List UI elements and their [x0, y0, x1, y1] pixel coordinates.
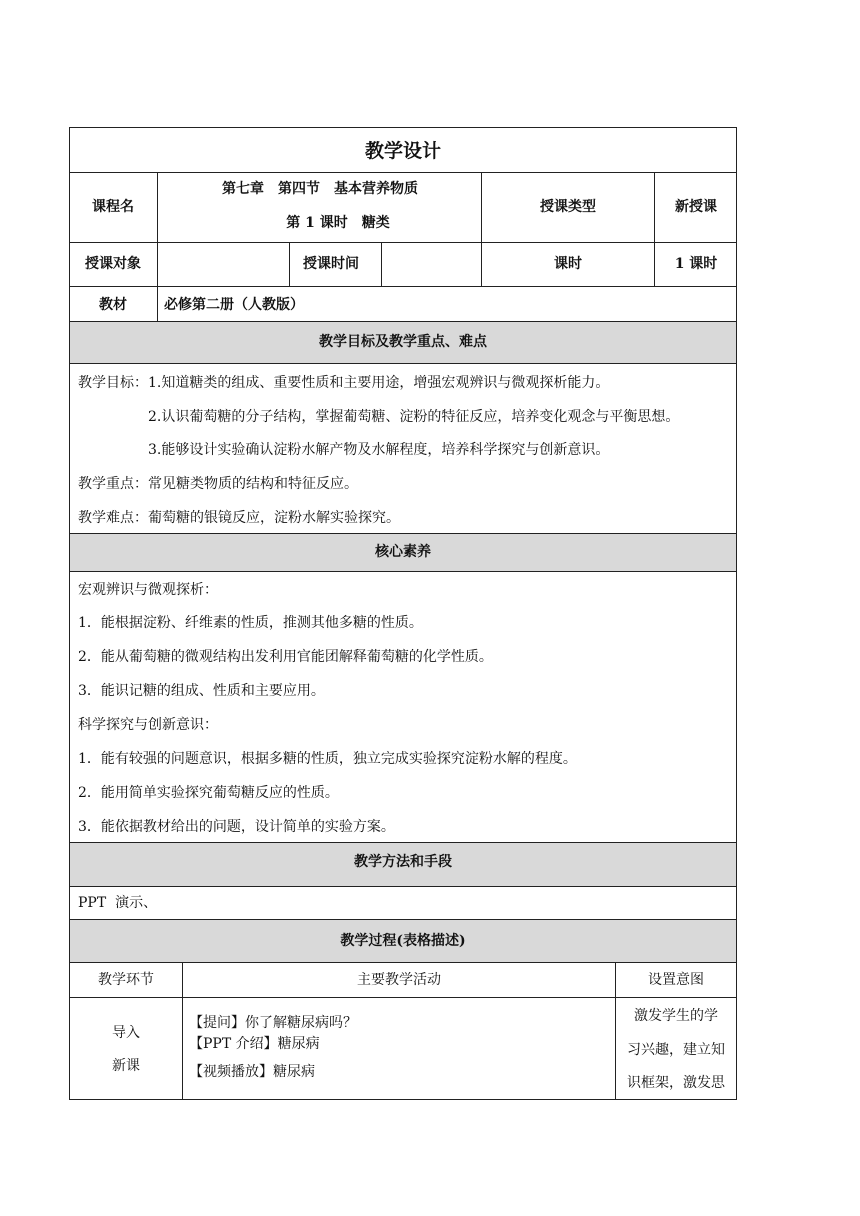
literacy-line: 宏观辨识与微观探析：	[78, 582, 218, 598]
rule	[289, 242, 290, 286]
rule	[69, 886, 737, 887]
course-name-line1: 第七章 第四节 基本营养物质	[222, 181, 418, 197]
course-label: 课程名	[92, 199, 134, 215]
rule	[615, 962, 616, 1100]
activity-item: 【视频播放】糖尿病	[189, 1064, 315, 1080]
goal-1: 教学目标：1.知道糖类的组成、重要性质和主要用途，增强宏观辨识与微观探析能力。	[78, 375, 610, 391]
rule	[69, 919, 737, 920]
literacy-line: 2．能用简单实验探究葡萄糖反应的性质。	[78, 785, 339, 801]
rule	[69, 997, 737, 998]
col-header-stage: 教学环节	[98, 972, 154, 988]
col-header-intent: 设置意图	[648, 972, 704, 988]
methods-heading: 教学方法和手段	[354, 854, 452, 870]
hours-value: 1 课时	[674, 256, 718, 272]
rule	[69, 321, 737, 322]
methods-text: PPT 演示、	[78, 895, 158, 911]
intent-line: 习兴趣，建立知	[627, 1042, 725, 1058]
material-label: 教材	[99, 297, 127, 313]
rule	[69, 571, 737, 572]
type-value: 新授课	[675, 199, 717, 215]
key-point: 教学重点：常见糖类物质的结构和特征反应。	[78, 476, 358, 492]
col-header-activity: 主要教学活动	[357, 972, 441, 988]
rule	[69, 172, 737, 173]
rule	[157, 172, 158, 321]
rule	[381, 242, 382, 286]
intent-line: 识框架，激发思	[627, 1075, 725, 1091]
rule	[69, 286, 737, 287]
time-label: 授课时间	[303, 256, 359, 272]
material-value: 必修第二册（人教版）	[164, 297, 304, 313]
literacy-line: 科学探究与创新意识：	[78, 717, 218, 733]
rule	[69, 842, 737, 843]
rule	[69, 533, 737, 534]
intent-line: 激发学生的学	[634, 1008, 718, 1024]
course-name-line2: 第 1 课时 糖类	[286, 215, 390, 231]
hours-label: 课时	[554, 256, 582, 272]
activity-item: 【提问】你了解糖尿病吗？	[189, 1015, 357, 1031]
difficult-point: 教学难点：葡萄糖的银镜反应，淀粉水解实验探究。	[78, 510, 400, 526]
literacy-line: 1．能有较强的问题意识，根据多糖的性质，独立完成实验探究淀粉水解的程度。	[78, 751, 577, 767]
stage-line-1: 导入	[112, 1025, 140, 1041]
literacy-line: 3．能依据教材给出的问题，设计简单的实验方案。	[78, 819, 395, 835]
stage-line-2: 新课	[112, 1058, 140, 1074]
page-title: 教学设计	[364, 140, 442, 162]
process-heading: 教学过程(表格描述)	[340, 933, 466, 949]
goal-2: 2.认识葡萄糖的分子结构，掌握葡萄糖、淀粉的特征反应，培养变化观念与平衡思想。	[148, 409, 680, 425]
rule	[654, 172, 655, 286]
rule	[69, 962, 737, 963]
rule	[481, 172, 482, 286]
rule	[69, 242, 737, 243]
goals-heading: 教学目标及教学重点、难点	[319, 334, 487, 350]
literacy-heading: 核心素养	[375, 544, 431, 560]
activity-item: 【PPT 介绍】糖尿病	[189, 1036, 320, 1052]
target-label: 授课对象	[85, 256, 141, 272]
goal-3: 3.能够设计实验确认淀粉水解产物及水解程度，培养科学探究与创新意识。	[148, 442, 610, 458]
rule	[69, 363, 737, 364]
literacy-line: 3．能识记糖的组成、性质和主要应用。	[78, 683, 325, 699]
rule	[182, 962, 183, 1100]
literacy-line: 2．能从葡萄糖的微观结构出发利用官能团解释葡萄糖的化学性质。	[78, 649, 493, 665]
type-label: 授课类型	[540, 199, 596, 215]
literacy-line: 1．能根据淀粉、纤维素的性质，推测其他多糖的性质。	[78, 615, 423, 631]
